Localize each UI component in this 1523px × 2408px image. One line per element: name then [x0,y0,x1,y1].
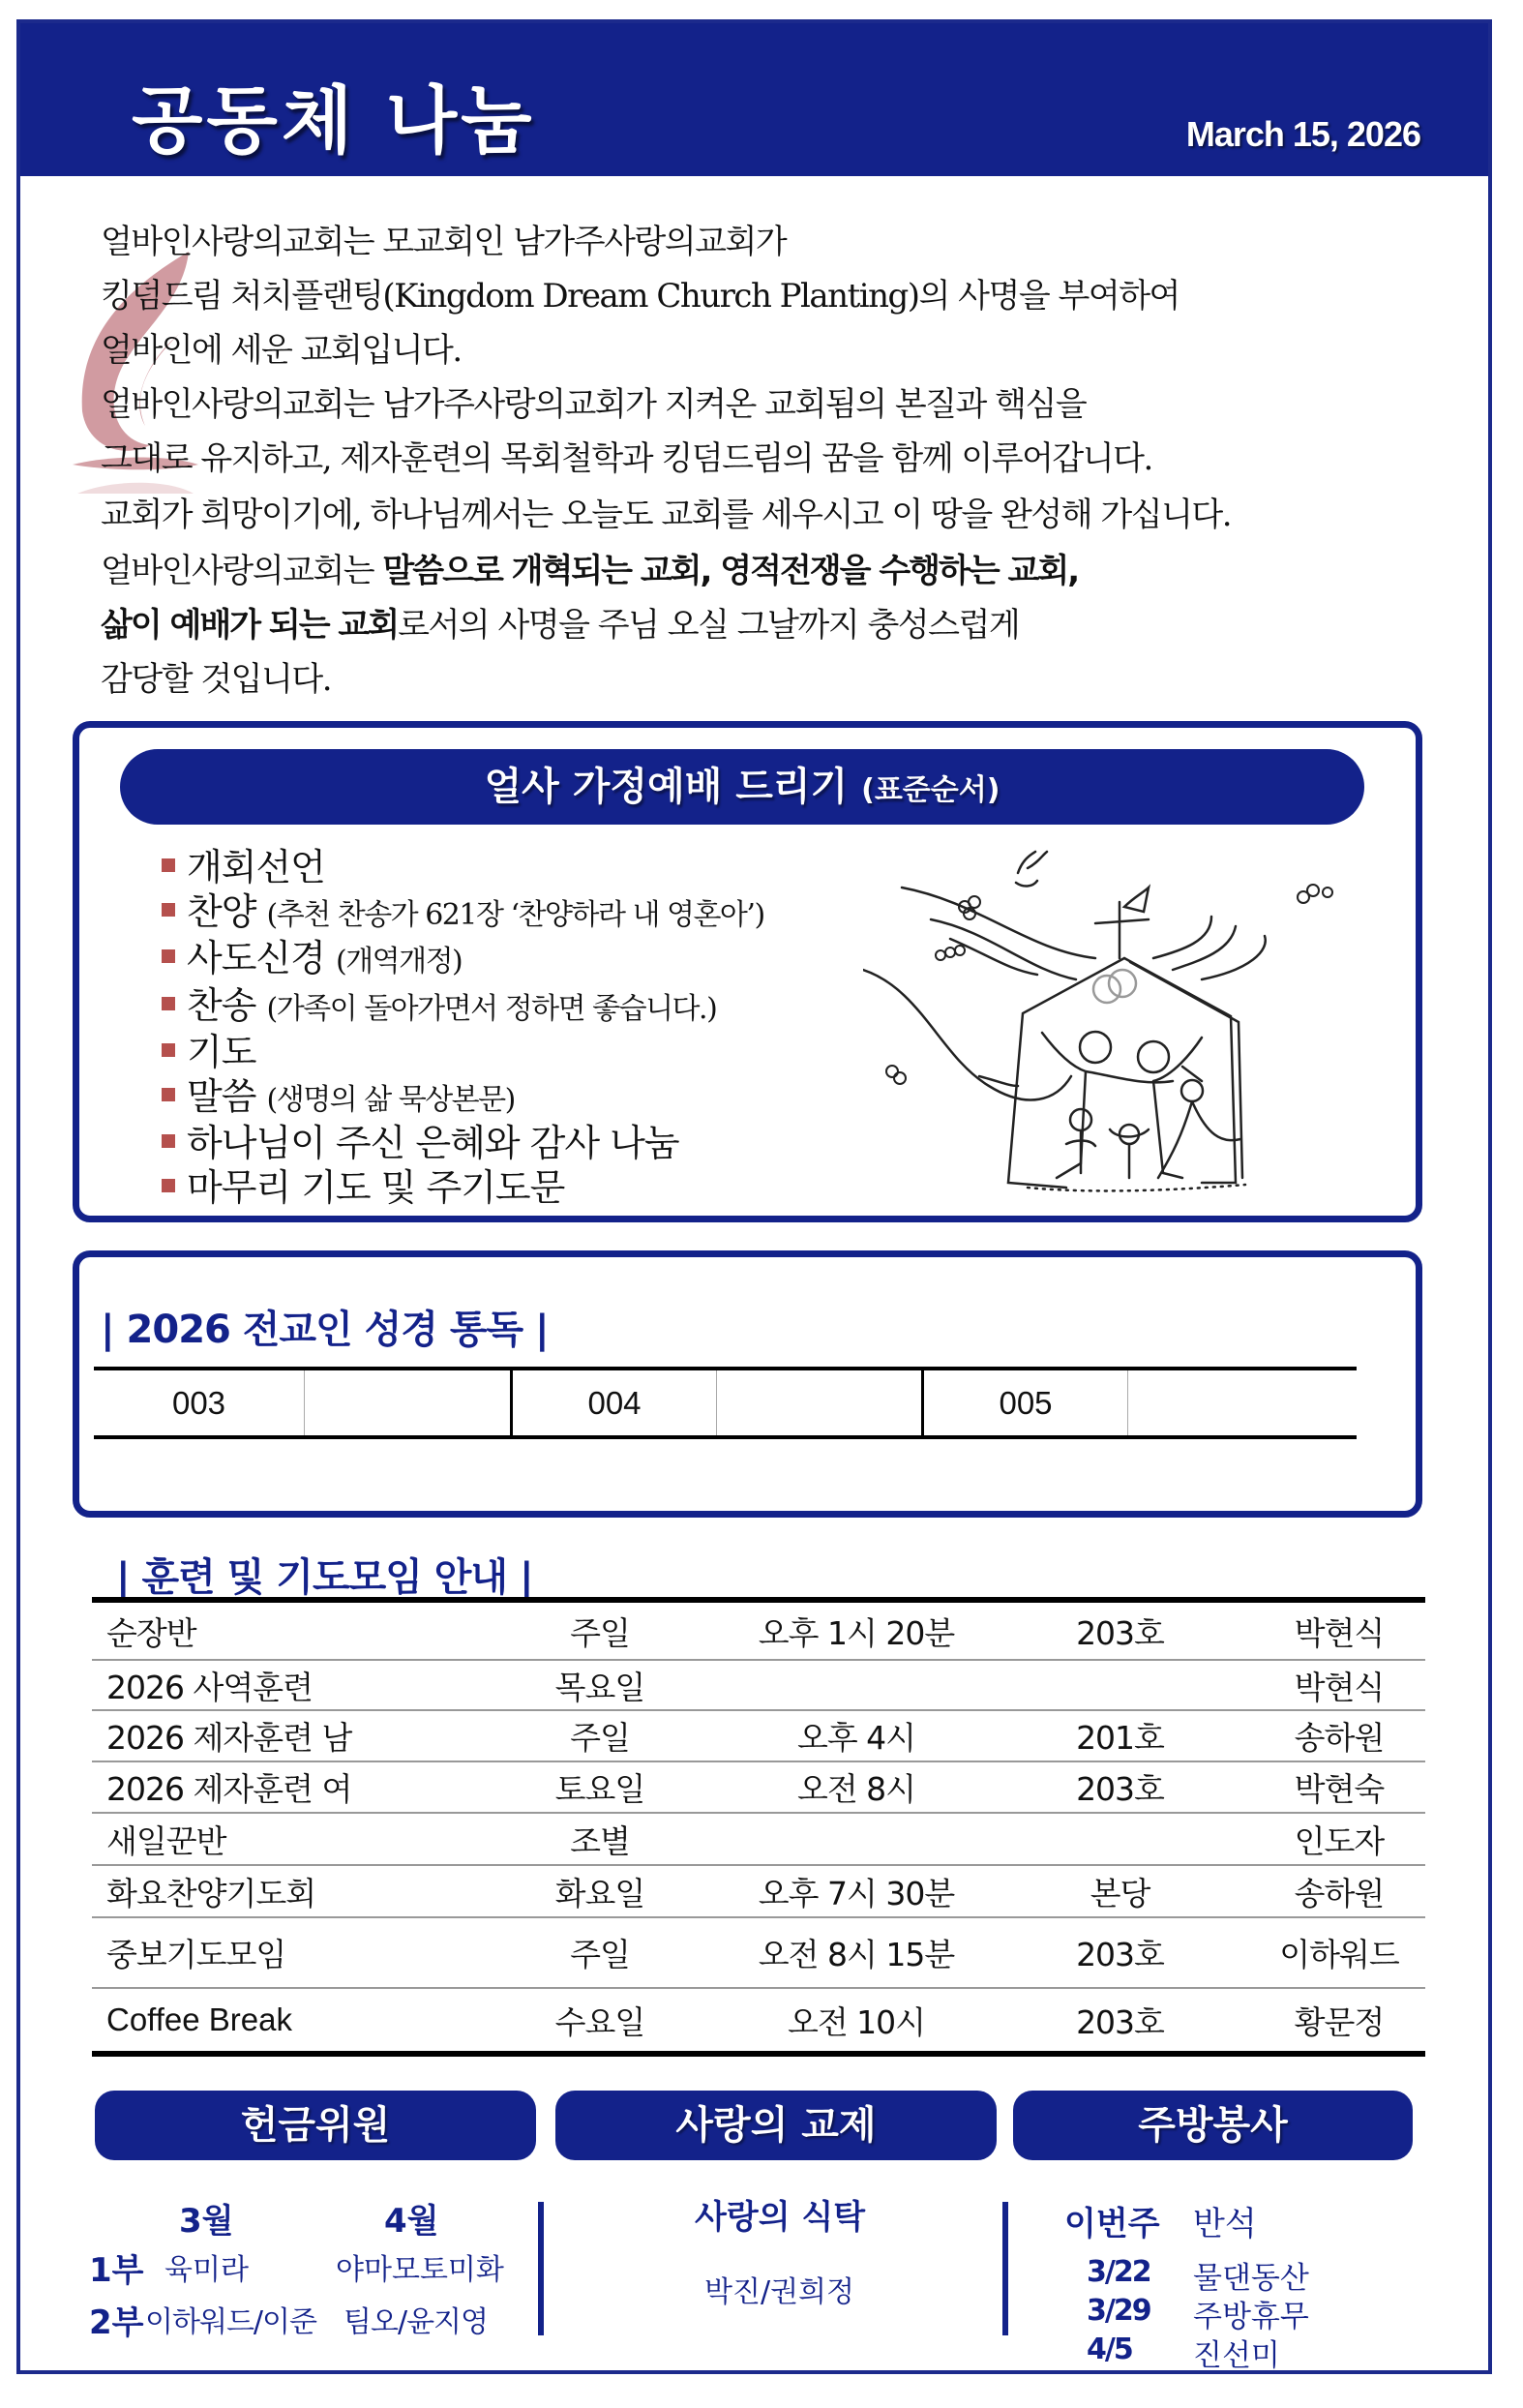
intro-line: 그대로 유지하고, 제자훈련의 목회철학과 킹덤드림의 꿈을 함께 이루어갑니다. [101,439,1152,478]
kitchen-date: 3/22 [1087,2255,1150,2289]
table-row: 2026 제자훈련 여 토요일 오전 8시 203호 박현숙 [92,1761,1425,1812]
reading-day-number: 004 [510,1370,716,1435]
love-table-subtitle: 사랑의 식탁 [695,2198,866,2237]
offering-month-march: 3월 [179,2202,234,2241]
kitchen-date: 4/5 [1087,2333,1132,2366]
mission-emphasis-1: 말씀으로 개혁되는 교회, 영적전쟁을 수행하는 교회, [382,552,1079,590]
kitchen-team: 주방휴무 [1193,2300,1309,2334]
mission-line [101,598,1455,652]
page-title: 공동체 나눔 [132,77,536,164]
reading-day-number: 003 [171,1384,226,1421]
bible-reading-table [94,1367,1357,1439]
table-row: Coffee Break 수요일 오전 10시 203호 황문정 [92,1987,1425,2051]
bullet-square-icon [162,949,175,963]
intro-line: 킹덤드림 처치플랜팅(Kingdom Dream Church Planting)의 사명을 부여하여 [101,277,1180,316]
bible-reading-box [73,1250,1422,1518]
bullet-square-icon [162,858,175,872]
kitchen-team: 진선미 [1193,2338,1280,2373]
mission-emphasis-2: 삶이 예배가 되는 교회 [101,606,399,645]
intro-line: 얼바인사랑의교회는 모교회인 남가주사랑의교회가 [101,223,787,261]
love-table-names: 박진/권희정 [704,2275,855,2309]
worship-order-item: 하나님이 주신 은혜와 감사 나눔 [162,1122,764,1166]
intro-line: 교회가 희망이기에, 하나님께서는 오늘도 교회를 세우시고 이 땅을 완성해 가십니다. [101,496,1232,534]
table-row: 순장반 주일 오후 1시 20분 203호 박현식 [106,1613,1385,1652]
offering-committee-title: 헌금위원 [95,2091,536,2160]
offering-name-march: 이하워드/이준 [145,2305,316,2339]
family-worship-box [73,721,1422,1222]
kitchen-team: 물댄동산 [1193,2261,1309,2296]
service-label: 2부 [89,2303,144,2342]
column-divider [538,2202,544,2335]
offering-month-april: 4월 [384,2202,439,2241]
worship-order-item: 찬양 (추천 찬송가 621장 ‘찬양하라 내 영혼아’) [162,890,764,938]
worship-order-item: 말씀 (생명의 삶 묵상본문) [162,1075,764,1123]
bullet-square-icon [162,1179,175,1192]
worship-title-note: (표준순서) [861,773,1000,807]
offering-name-april: 팀오/윤지영 [343,2305,489,2339]
intro-line: 얼바인에 세운 교회입니다. [101,331,462,370]
table-row: 2026 사역훈련 목요일 박현식 [92,1659,1425,1709]
mission-line [101,544,1455,598]
mission-line: 감당할 것입니다. [101,660,332,699]
reading-day-number: 005 [921,1370,1127,1435]
kitchen-service-title: 주방봉사 [1013,2091,1413,2160]
worship-order-item: 찬송 (가족이 돌아가면서 정하면 좋습니다.) [162,984,764,1032]
reading-day-check[interactable] [716,1370,921,1435]
table-row: 중보기도모임 주일 오전 8시 15분 203호 이하워드 [92,1916,1425,1987]
this-week-value: 반석 [1193,2205,1257,2243]
bullet-square-icon [162,1043,175,1057]
column-divider [1002,2202,1008,2335]
family-worship-title [120,749,1364,825]
kitchen-date: 3/29 [1087,2294,1150,2328]
worship-order-item: 기도 [162,1031,764,1075]
offering-name-april: 야마모토미화 [336,2253,504,2287]
offering-name-march: 육미라 [164,2253,249,2287]
table-row: 화요찬양기도회 화요일 오후 7시 30분 본당 송하원 [92,1864,1425,1916]
worship-order-item: 사도신경 (개역개정) [162,937,764,984]
worship-order-item: 개회선언 [162,846,764,890]
worship-order-list [162,846,764,1210]
love-fellowship-title: 사랑의 교제 [555,2091,997,2160]
mission-suffix: 로서의 사명을 주님 오실 그날까지 충성스럽게 [398,606,1020,645]
family-worship-illustration-icon [863,844,1386,1212]
intro-line: 얼바인사랑의교회는 남가주사랑의교회가 지켜온 교회됨의 본질과 핵심을 [101,385,1087,424]
bullet-square-icon [162,1088,175,1101]
bible-reading-title: | 2026 전교인 성경 통독 | [101,1308,549,1352]
training-schedule-table [92,1597,1425,2057]
table-row: 새일꾼반 조별 인도자 [92,1812,1425,1864]
bullet-square-icon [162,1134,175,1148]
mission-prefix: 얼바인사랑의교회는 [101,552,383,590]
reading-day-check[interactable] [304,1370,510,1435]
table-row: 2026 제자훈련 남 주일 오후 4시 201호 송하원 [92,1709,1425,1761]
reading-day-check[interactable] [1127,1370,1357,1435]
worship-title-text: 얼사 가정예배 드리기 [484,765,849,809]
service-label: 1부 [89,2251,144,2290]
bulletin-date: March 15, 2026 [1185,114,1420,154]
church-vision-statement [101,215,1455,707]
worship-order-item: 마무리 기도 및 주기도문 [162,1166,764,1211]
bullet-square-icon [162,997,175,1010]
header-band [20,23,1488,176]
this-week-label: 이번주 [1064,2205,1160,2243]
bullet-square-icon [162,903,175,917]
training-title: | 훈련 및 기도모임 안내 | [116,1555,533,1600]
